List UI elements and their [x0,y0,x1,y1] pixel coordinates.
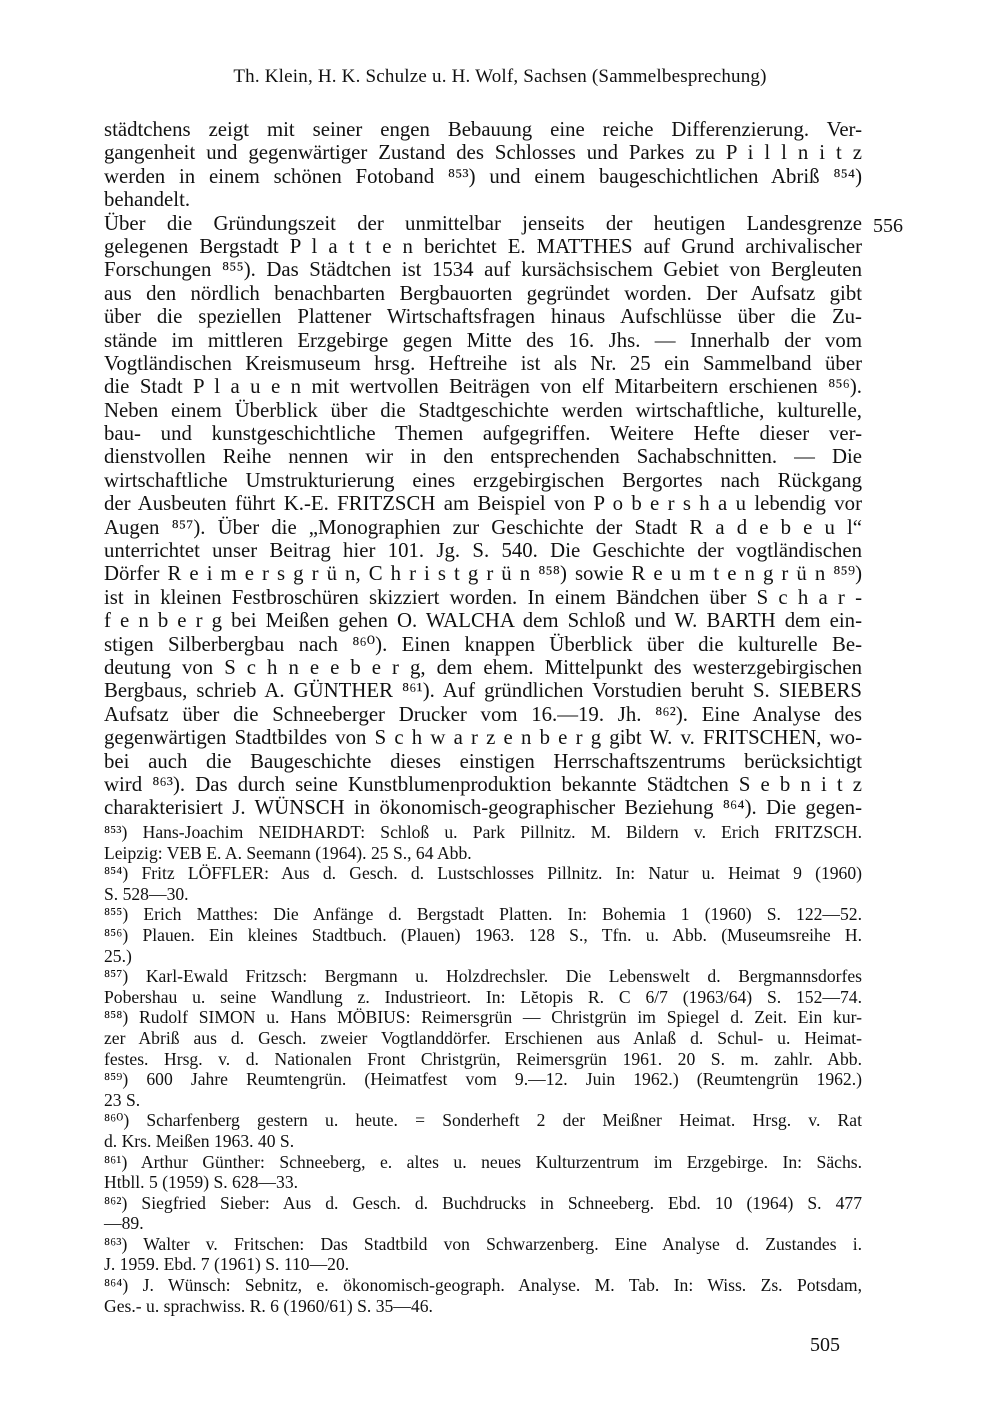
text-line: wird ⁸⁶³). Das durch seine Kunstblumenproduktion bekannte Städtchen S e b n i t z [104,772,862,796]
footnote-line: ⁸⁵³) Hans-Joachim NEIDHARDT: Schloß u. Park Pillnitz. M. Bildern v. Erich FRITZSCH. [104,822,862,842]
footnote-line: ⁸⁶¹) Arthur Günther: Schneeberg, e. altes u. neues Kulturzentrum im Erzgebirge. In: Sächs. [104,1151,862,1172]
text-line: der Ausbeuten führt K.-E. FRITZSCH am Beispiel von P o b e r s h a u lebendig vor [104,492,862,516]
text-line: wirtschaftliche Umstrukturierung eines erzgebirgischen Bergortes nach Rückgang [104,468,862,492]
page-number: 505 [810,1334,840,1356]
text-line: bau- und kunstgeschichtliche Themen aufgegriffen. Weitere Hefte dieser ver- [104,422,862,446]
footnote-line: ⁸⁶³) Walter v. Fritschen: Das Stadtbild von Schwarzenberg. Eine Analyse d. Zustandes i. [104,1233,862,1254]
text-line: Neben einem Überblick über die Stadtgeschichte werden wirtschaftliche, kulturelle, [104,398,862,422]
text-line: unterrichtet unser Beitrag hier 101. Jg. S. 540. Die Geschichte der vogtländischen [104,539,862,563]
text-line: gegenwärtigen Stadtbildes von S c h w a r z e n b e r g gibt W. v. FRITSCHEN, wo- [104,726,862,750]
text-line: Augen ⁸⁵⁷). Über die „Monographien zur Geschichte der Stadt R a d e b e u l“ [104,515,862,539]
text-line: deutung von S c h n e e b e r g, dem ehem. Mittelpunkt des westerzgebirgischen [104,655,862,679]
footnote-line: ⁸⁵⁵) Erich Matthes: Die Anfänge d. Bergstadt Platten. In: Bohemia 1 (1960) S. 122—52. [104,904,862,925]
text-line: Dörfer R e i m e r s g r ü n, C h r i s t g r ü n ⁸⁵⁸) sowie R e u m t e n g r ü n ⁸⁵⁹) [104,562,862,586]
text-line: ist in kleinen Festbroschüren skizziert worden. In einem Bändchen über S c h a r - [104,585,862,609]
text-line: über die speziellen Plattener Wirtschaftsfragen hinaus Aufschlüsse über die Zu- [104,305,862,329]
text-line: stände im mittleren Erzgebirge gegen Mitte des 16. Jhs. — Innerhalb der vom [104,328,862,352]
footnote-line: ⁸⁵⁸) Rudolf SIMON u. Hans MÖBIUS: Reimersgrün — Christgrün im Spiegel d. Zeit. Ein kur- [104,1007,862,1028]
margin-reference-number: 556 [873,215,903,237]
footnote-line: Leipzig: VEB E. A. Seemann (1964). 25 S., 64 Abb. [104,842,472,863]
footnote-line: S. 528—30. [104,883,189,904]
footnote-line: ⁸⁶⁰) Scharfenberg gestern u. heute. = Sonderheft 2 der Meißner Heimat. Hrsg. v. Rat [104,1110,862,1131]
footnote-line: ⁸⁶⁴) J. Wünsch: Sebnitz, e. ökonomisch-geograph. Analyse. M. Tab. In: Wiss. Zs. Potsdam, [104,1275,862,1296]
footnotes [104,822,862,1316]
text-line: werden in einem schönen Fotoband ⁸⁵³) und einem baugeschichtlichen Abriß ⁸⁵⁴) [104,164,862,188]
text-line: Bergbaus, schrieb A. GÜNTHER ⁸⁶¹). Auf gründlichen Vorstudien beruht S. SIEBERS [104,679,862,703]
footnote-line: —89. [104,1213,144,1234]
footnote-line: ⁸⁵⁷) Karl-Ewald Fritzsch: Bergmann u. Holzdrechsler. Die Lebenswelt d. Bergmannsdorfes [104,966,862,987]
text-line: bei auch die Baugeschichte dieses einstigen Herrschaftszentrums berücksichtigt [104,749,862,773]
footnote-line: ⁸⁵⁴) Fritz LÖFFLER: Aus d. Gesch. d. Lustschlosses Pillnitz. In: Natur u. Heimat 9 (1960) [104,863,862,884]
text-line: Vogtländischen Kreismuseum hrsg. Heftreihe ist als Nr. 25 ein Sammelband über [104,351,862,375]
text-line: Forschungen ⁸⁵⁵). Das Städtchen ist 1534 auf kursächsischem Gebiet von Bergleuten [104,258,862,282]
running-header: Th. Klein, H. K. Schulze u. H. Wolf, Sachsen (Sammelbesprechung) [233,66,767,87]
footnote-line: Htbll. 5 (1959) S. 628—33. [104,1172,299,1193]
main-text [104,118,862,820]
footnote-line: zer Abriß aus d. Gesch. zweier Vogtlanddörfer. Erschienen aus Anlaß d. Schul- u. Heimat- [104,1027,862,1048]
footnote-line: Pobershau u. seine Wandlung z. Industrieort. In: Lĕtopis R. C 6/7 (1963/64) S. 152—74. [104,986,862,1007]
footnote-line: d. Krs. Meißen 1963. 40 S. [104,1130,295,1151]
footnote-line: Ges.- u. sprachwiss. R. 6 (1960/61) S. 35—46. [104,1295,433,1316]
footnote-line: ⁸⁵⁹) 600 Jahre Reumtengrün. (Heimatfest vom 9.—12. Juin 1962.) (Reumtengrün 1962.) [104,1069,862,1090]
text-line: städtchens zeigt mit seiner engen Bebauung eine reiche Differenzierung. Ver- [104,118,862,141]
text-line: Über die Gründungszeit der unmittelbar jenseits der heutigen Landesgrenze [104,211,862,235]
footnote-line: ⁸⁵⁶) Plauen. Ein kleines Stadtbuch. (Plauen) 1963. 128 S., Tfn. u. Abb. (Museumsreihe H. [104,924,862,945]
text-line: f e n b e r g bei Meißen gehen O. WALCHA dem Schloß und W. BARTH dem ein- [104,609,862,633]
text-line: aus den nördlich benachbarten Bergbauorten gegründet worden. Der Aufsatz gibt [104,281,862,305]
text-line: die Stadt P l a u e n mit wertvollen Beiträgen von elf Mitarbeitern erschienen ⁸⁵⁶). [104,375,862,399]
text-line: dienstvollen Reihe nennen wir in den entsprechenden Sachabschnitten. — Die [104,445,862,469]
text-line: gelegenen Bergstadt P l a t t e n berichtet E. MATTHES auf Grund archivalischer [104,234,862,258]
text-line: gangenheit und gegenwärtiger Zustand des Schlosses und Parkes zu P i l l n i t z [104,141,862,165]
text-line: Aufsatz über die Schneeberger Drucker vom 16.—19. Jh. ⁸⁶²). Eine Analyse des [104,702,862,726]
text-line: behandelt. [104,188,191,212]
footnote-line: J. 1959. Ebd. 7 (1961) S. 110—20. [104,1254,350,1275]
footnote-line: 25.) [104,945,132,966]
text-line: stigen Silberbergbau nach ⁸⁶⁰). Einen knappen Überblick über die kulturelle Be- [104,632,862,656]
footnote-line: ⁸⁶²) Siegfried Sieber: Aus d. Gesch. d. Buchdrucks in Schneeberg. Ebd. 10 (1964) S. 477 [104,1192,862,1213]
footnote-line: festes. Hrsg. v. d. Nationalen Front Christgrün, Reimersgrün 1961. 20 S. m. zahlr. Abb. [104,1048,862,1069]
text-line: charakterisiert J. WÜNSCH in ökonomisch-geographischer Beziehung ⁸⁶⁴). Die gegen- [104,796,862,820]
footnote-line: 23 S. [104,1089,141,1110]
